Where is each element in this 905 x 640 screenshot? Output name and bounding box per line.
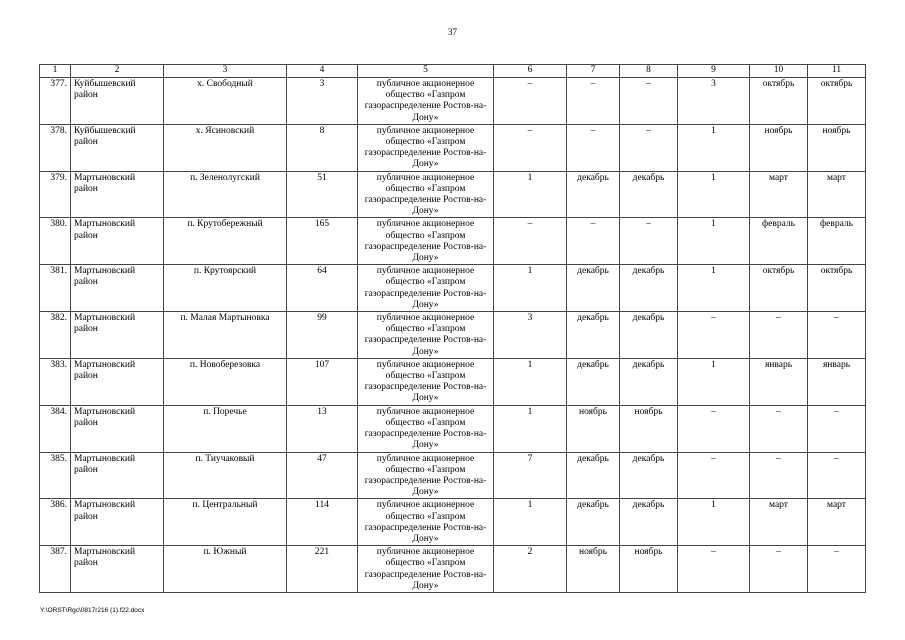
row-number-cell: 382.: [40, 312, 71, 359]
quantity-cell: 47: [287, 452, 358, 499]
value-6-cell: 1: [494, 499, 567, 546]
value-9-cell: –: [678, 546, 750, 593]
month-8-cell: ноябрь: [620, 405, 678, 452]
quantity-cell: 114: [287, 499, 358, 546]
settlement-name-cell: п. Крутоярский: [164, 265, 287, 312]
row-number-cell: 378.: [40, 124, 71, 171]
data-table: [39, 64, 866, 593]
organization-name-cell: публичное акционерное общество «Газпром газораспределение Ростов-на-Дону»: [358, 171, 494, 218]
value-9-cell: 1: [678, 265, 750, 312]
month-7-cell: –: [567, 78, 620, 125]
table-row: [40, 78, 866, 125]
district-name-cell: Куйбышевский район: [71, 124, 164, 171]
district-name-cell: Мартыновский район: [71, 546, 164, 593]
value-6-cell: –: [494, 218, 567, 265]
value-6-cell: 1: [494, 171, 567, 218]
month-7-cell: декабрь: [567, 171, 620, 218]
month-10-cell: ноябрь: [750, 124, 808, 171]
month-7-cell: ноябрь: [567, 405, 620, 452]
quantity-cell: 221: [287, 546, 358, 593]
quantity-cell: 165: [287, 218, 358, 265]
value-6-cell: 1: [494, 405, 567, 452]
value-6-cell: 1: [494, 265, 567, 312]
value-9-cell: –: [678, 405, 750, 452]
table-row: [40, 265, 866, 312]
table-row: [40, 312, 866, 359]
settlement-name-cell: х. Свободный: [164, 78, 287, 125]
district-name-cell: Мартыновский район: [71, 499, 164, 546]
settlement-name-cell: п. Крутобережный: [164, 218, 287, 265]
district-name-cell: Мартыновский район: [71, 171, 164, 218]
row-number-cell: 377.: [40, 78, 71, 125]
month-7-cell: декабрь: [567, 499, 620, 546]
organization-name-cell: публичное акционерное общество «Газпром газораспределение Ростов-на-Дону»: [358, 405, 494, 452]
settlement-name-cell: п. Новоберезовка: [164, 358, 287, 405]
month-11-cell: март: [808, 171, 866, 218]
organization-name-cell: публичное акционерное общество «Газпром газораспределение Ростов-на-Дону»: [358, 546, 494, 593]
month-11-cell: октябрь: [808, 265, 866, 312]
value-6-cell: –: [494, 78, 567, 125]
month-8-cell: ноябрь: [620, 546, 678, 593]
column-header: 11: [808, 65, 866, 78]
month-7-cell: декабрь: [567, 358, 620, 405]
column-header: 4: [287, 65, 358, 78]
table-header-row: [40, 65, 866, 78]
month-10-cell: –: [750, 405, 808, 452]
value-9-cell: 1: [678, 358, 750, 405]
month-11-cell: февраль: [808, 218, 866, 265]
month-11-cell: март: [808, 499, 866, 546]
table-row: [40, 358, 866, 405]
month-7-cell: декабрь: [567, 452, 620, 499]
settlement-name-cell: п. Южный: [164, 546, 287, 593]
row-number-cell: 385.: [40, 452, 71, 499]
month-7-cell: ноябрь: [567, 546, 620, 593]
column-header: 6: [494, 65, 567, 78]
month-10-cell: –: [750, 546, 808, 593]
district-name-cell: Мартыновский район: [71, 218, 164, 265]
value-9-cell: 1: [678, 124, 750, 171]
month-10-cell: –: [750, 312, 808, 359]
month-10-cell: январь: [750, 358, 808, 405]
quantity-cell: 13: [287, 405, 358, 452]
column-header: 9: [678, 65, 750, 78]
month-8-cell: декабрь: [620, 265, 678, 312]
table-row: [40, 546, 866, 593]
month-11-cell: октябрь: [808, 78, 866, 125]
month-8-cell: декабрь: [620, 499, 678, 546]
footer-file-path: Y:\ORST\Rgc\0817r216 (1).f22.docx: [40, 607, 145, 614]
organization-name-cell: публичное акционерное общество «Газпром газораспределение Ростов-на-Дону»: [358, 78, 494, 125]
month-11-cell: –: [808, 312, 866, 359]
organization-name-cell: публичное акционерное общество «Газпром газораспределение Ростов-на-Дону»: [358, 452, 494, 499]
district-name-cell: Мартыновский район: [71, 265, 164, 312]
row-number-cell: 379.: [40, 171, 71, 218]
value-9-cell: 1: [678, 218, 750, 265]
quantity-cell: 107: [287, 358, 358, 405]
organization-name-cell: публичное акционерное общество «Газпром газораспределение Ростов-на-Дону»: [358, 358, 494, 405]
row-number-cell: 386.: [40, 499, 71, 546]
month-10-cell: март: [750, 499, 808, 546]
value-6-cell: 1: [494, 358, 567, 405]
month-10-cell: октябрь: [750, 78, 808, 125]
settlement-name-cell: п. Малая Мартыновка: [164, 312, 287, 359]
table-row: [40, 405, 866, 452]
table-row: [40, 452, 866, 499]
value-9-cell: 1: [678, 499, 750, 546]
column-header: 8: [620, 65, 678, 78]
value-9-cell: 3: [678, 78, 750, 125]
value-9-cell: –: [678, 312, 750, 359]
column-header: 3: [164, 65, 287, 78]
month-7-cell: –: [567, 218, 620, 265]
settlement-name-cell: п. Поречье: [164, 405, 287, 452]
month-8-cell: –: [620, 124, 678, 171]
month-11-cell: –: [808, 546, 866, 593]
month-8-cell: декабрь: [620, 171, 678, 218]
district-name-cell: Куйбышевский район: [71, 78, 164, 125]
organization-name-cell: публичное акционерное общество «Газпром газораспределение Ростов-на-Дону»: [358, 124, 494, 171]
value-6-cell: 7: [494, 452, 567, 499]
column-header: 2: [71, 65, 164, 78]
row-number-cell: 387.: [40, 546, 71, 593]
settlement-name-cell: х. Ясиновский: [164, 124, 287, 171]
month-11-cell: январь: [808, 358, 866, 405]
settlement-name-cell: п. Зеленолугский: [164, 171, 287, 218]
district-name-cell: Мартыновский район: [71, 312, 164, 359]
quantity-cell: 64: [287, 265, 358, 312]
month-8-cell: –: [620, 218, 678, 265]
column-header: 7: [567, 65, 620, 78]
column-header: 5: [358, 65, 494, 78]
month-10-cell: октябрь: [750, 265, 808, 312]
value-6-cell: 2: [494, 546, 567, 593]
district-name-cell: Мартыновский район: [71, 452, 164, 499]
district-name-cell: Мартыновский район: [71, 358, 164, 405]
month-8-cell: декабрь: [620, 312, 678, 359]
row-number-cell: 381.: [40, 265, 71, 312]
organization-name-cell: публичное акционерное общество «Газпром газораспределение Ростов-на-Дону»: [358, 312, 494, 359]
column-header: 10: [750, 65, 808, 78]
month-8-cell: –: [620, 78, 678, 125]
month-11-cell: ноябрь: [808, 124, 866, 171]
table-row: [40, 171, 866, 218]
settlement-name-cell: п. Тиучаковый: [164, 452, 287, 499]
month-8-cell: декабрь: [620, 452, 678, 499]
quantity-cell: 51: [287, 171, 358, 218]
month-11-cell: –: [808, 405, 866, 452]
organization-name-cell: публичное акционерное общество «Газпром газораспределение Ростов-на-Дону»: [358, 499, 494, 546]
row-number-cell: 380.: [40, 218, 71, 265]
table-row: [40, 218, 866, 265]
quantity-cell: 3: [287, 78, 358, 125]
settlement-name-cell: п. Центральный: [164, 499, 287, 546]
table-row: [40, 124, 866, 171]
month-7-cell: декабрь: [567, 265, 620, 312]
month-10-cell: –: [750, 452, 808, 499]
month-7-cell: –: [567, 124, 620, 171]
month-10-cell: февраль: [750, 218, 808, 265]
organization-name-cell: публичное акционерное общество «Газпром газораспределение Ростов-на-Дону»: [358, 265, 494, 312]
month-7-cell: декабрь: [567, 312, 620, 359]
month-8-cell: декабрь: [620, 358, 678, 405]
column-header: 1: [40, 65, 71, 78]
row-number-cell: 384.: [40, 405, 71, 452]
page-number: 37: [448, 27, 457, 37]
value-9-cell: 1: [678, 171, 750, 218]
table-row: [40, 499, 866, 546]
row-number-cell: 383.: [40, 358, 71, 405]
quantity-cell: 8: [287, 124, 358, 171]
value-9-cell: –: [678, 452, 750, 499]
month-10-cell: март: [750, 171, 808, 218]
table-body: [40, 78, 866, 593]
month-11-cell: –: [808, 452, 866, 499]
district-name-cell: Мартыновский район: [71, 405, 164, 452]
value-6-cell: –: [494, 124, 567, 171]
quantity-cell: 99: [287, 312, 358, 359]
value-6-cell: 3: [494, 312, 567, 359]
organization-name-cell: публичное акционерное общество «Газпром газораспределение Ростов-на-Дону»: [358, 218, 494, 265]
